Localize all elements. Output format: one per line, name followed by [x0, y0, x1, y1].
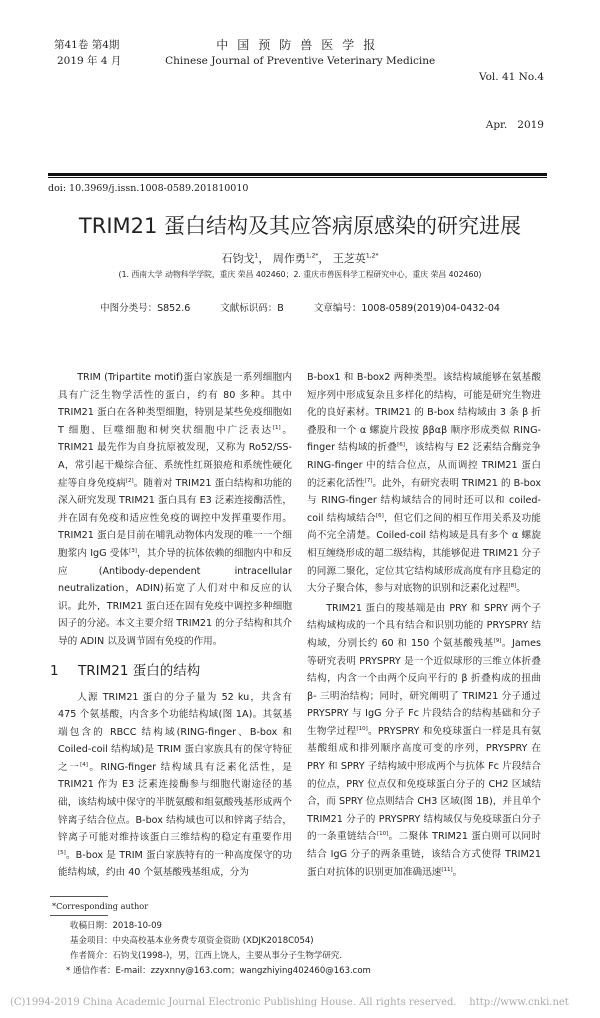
header-rule-thin: [48, 177, 547, 178]
citation-ref: [2]: [125, 477, 134, 484]
citation-ref: [1]: [272, 424, 281, 431]
body-columns: [50, 369, 600, 882]
citation-ref: [9]: [493, 637, 502, 644]
journal-name-cn: 中国预防兽医学报: [216, 38, 385, 52]
paragraph-intro: TRIM (Tripartite motif)蛋白家族是一系列细胞内具有广泛生物学活性的蛋白，约有 80 多种。其中 TRIM21 蛋白在各种类型细胞，特别是某些免疫细胞如 T 细胞、巨噬细胞和树突状细胞中广泛表达[1]。TRIM21 最先作为自身抗原被发现，又称为 Ro52/SS-A，常引起干燥综合征、系统性红斑狼疮和系统性硬化症等自身免疫病[2]。随着对 TRIM21 蛋白结构和功能的深入研究发现 TRIM21 蛋白具有 E3 泛素连接酶活性，并在固有免疫和适应性免疫的调控中发挥重要作用。TRIM21 蛋白是目前在哺乳动物体内发现的唯一一个细胞浆内 IgG 受体[3]，其介导的抗体依赖的细胞内中和反应(Antibody-dependent intracellular neutralization，ADIN)拓宽了人们对中和反应的认识。此外，TRIM21 蛋白还在固有免疫中调控多种细胞因子的分泌。本文主要介绍 TRIM21 的分子结构和其介导的 ADIN 以及调节固有免疫的作用。: [58, 372, 293, 647]
doi: doi: 10.3969/j.issn.1008-0589.201810010: [48, 183, 249, 194]
citation-ref: [7]: [364, 477, 373, 484]
paragraph-structure-2: TRIM21 蛋白的羧基端是由 PRY 和 SPRY 两个子结构域构成的一个具有结合和识别功能的 PRYSPRY 结构域，分别长约 60 和 150 个氨基酸残基[9]。James 等研究表明 PRYSPRY 是一个近似球形的三维立体折叠结构，内含一个由两个反向平行的 β 折叠构成的扭曲 β- 三明治结构；同时，研究阐明了 TRIM21 分子通过 PRYSPRY 与 IgG 分子 Fc 片段结合的结构基础和分子生物学过程[10]。PRYSPRY 和免疫球蛋白一样是具有氨基酸组成和排列顺序高度可变的序列，PRYSPRY 在 PRY 和 SPRY 子结构域中形成两个与抗体 Fc 片段结合的位点，PRY 位点仅和免疫球蛋白分子的 CH2 区域结合，而 SPRY 位点则结合 CH3 区域(图 1B)，并且单个 TRIM21 分子的 PRYSPRY 结构域仅与免疫球蛋白分子的一条重链结合[10]。二聚体 TRIM21 蛋白则可以同时结合 IgG 分子的两条重链，该结合方式使得 TRIM21 蛋白对抗体的识别更加准确迅速[11]。: [307, 602, 542, 878]
date-en: Apr. 2019: [485, 119, 544, 131]
journal-name-en: Chinese Journal of Preventive Veterinary Medicine: [165, 55, 436, 67]
issue-info: [54, 37, 121, 69]
citation-ref: [10]: [356, 725, 368, 732]
citation-ref: [6]: [397, 442, 405, 449]
citation-ref: [6]: [375, 512, 384, 519]
section-title: TRIM21 蛋白的结构: [78, 662, 201, 679]
corresponding-author-label: *Corresponding author: [52, 901, 149, 912]
author-list: 石钧戈$^1$， 周作勇$^{1,2*}$， 王芝英$^{1,2*}$: [221, 252, 379, 265]
document-code: 文献标识码：B: [220, 303, 284, 314]
citation-ref: [4]: [80, 761, 88, 768]
received-date: 收稿日期：2018-10-09: [70, 921, 162, 932]
paper-title: TRIM21 蛋白结构及其应答病原感染的研究进展: [78, 214, 522, 238]
article-number: 文章编号：1008-0589(2019)04-0432-04: [313, 303, 500, 314]
affiliations: (1. 西南大学 动物科学学院，重庆 荣昌 402460；2. 重庆市兽医科学工程研究中心，重庆 荣昌 402460): [118, 270, 482, 279]
volume-en: Vol. 41 No.4: [478, 71, 544, 83]
citation-ref: [8]: [508, 582, 517, 589]
author-bio: 作者简介：石钧戈(1998-)，男，江西上饶人，主要从事分子生物学研究.: [70, 951, 343, 962]
citation-ref: [5]: [58, 849, 66, 856]
volume-cn: 第41卷 第4期: [54, 39, 120, 51]
author-name: 周作勇: [272, 252, 306, 265]
footnotes: [50, 896, 600, 979]
author-affiliation-mark: 1,2*: [305, 252, 319, 260]
section-number: 1: [50, 662, 59, 679]
clc-number: 中图分类号：S852.6: [100, 303, 191, 314]
classification-row: [0, 300, 600, 314]
author-name: 石钧戈: [221, 252, 255, 265]
right-column: [307, 369, 541, 881]
header-rule-thick: [48, 173, 547, 176]
date-cn: 2019 年 4 月: [57, 55, 122, 67]
author-affiliation-mark: 1,2*: [365, 252, 379, 260]
author-affiliation-mark: 1: [254, 252, 259, 260]
citation-ref: [3]: [129, 547, 137, 554]
citation-ref: [11]: [441, 866, 453, 873]
journal-name: [131, 37, 469, 69]
copyright-notice: (C)1994-2019 China Academic Journal Electronic Publishing House. All rights reserved. http://www.cnki.net: [10, 997, 569, 1009]
paragraph-structure-1-continued: B-box1 和 B-box2 两种类型。该结构域能够在氨基酸短序列中形成复杂且多样化的结构，可能是研究生物进化的良好素材。TRIM21 的 B-box 结构域由 3 条 β 折叠股和一个 α 螺旋片段按 ββαβ 顺序形成类似 RING-finger 结构域的折叠[6]，该结构与 E2 泛素结合酶竞争 RING-finger 中的结合位点，从而调控 TRIM21 蛋白的泛素化活性[7]。此外，有研究表明 TRIM21 的 B-box 与 RING-finger 结构域结合的同时还可以和 coiled-coil 结构域结合[6]，但它们之间的相互作用关系及功能尚不完全清楚。Coiled-coil 结构域是具有多个 α 螺旋相互缠绕形成的超二级结构，其能够促进 TRIM21 分子的同源二聚化，定位其它结构域形成高度有序且稳定的大分子聚合体，参与对底物的识别和泛素化过程[8]。: [307, 372, 542, 595]
fund-info: 基金项目：中央高校基本业务费专项资金资助 (XDJK2018C054): [70, 936, 314, 947]
paragraph-structure-1: 人源 TRIM21 蛋白的分子量为 52 ku，共含有 475 个氨基酸，内含多个功能结构域(图 1A)。其氨基端包含的 RBCC 结构域(RING-finger、B-box 和 Coiled-coil 结构域)是 TRIM 蛋白家族具有的保守特征之一[4]。RING-finger 结构域具有泛素化活性，是 TRIM21 作为 E3 泛素连接酶参与细胞代谢途径的基础，该结构域中保守的半胱氨酸和组氨酸残基形成两个锌离子结合位点。B-box 结构域也可以和锌离子结合，锌离子可能对维持该蛋白三维结构的稳定有重要作用[5]。B-box 是 TRIM 蛋白家族特有的一种高度保守的功能结构域，约由 40 个氨基酸残基组成，分为: [58, 691, 292, 879]
section-heading: [50, 661, 292, 681]
left-column: [50, 369, 293, 882]
issue-info-en: [479, 37, 544, 165]
footnote-block: [66, 916, 600, 979]
citation-ref: [10]: [376, 831, 389, 838]
contact-email: * 通信作者：E-mail：zzyxnny@163.com；wangzhiying402460@163.com: [66, 966, 371, 977]
masthead: [0, 0, 600, 165]
author-name: 王芝英: [332, 252, 366, 265]
